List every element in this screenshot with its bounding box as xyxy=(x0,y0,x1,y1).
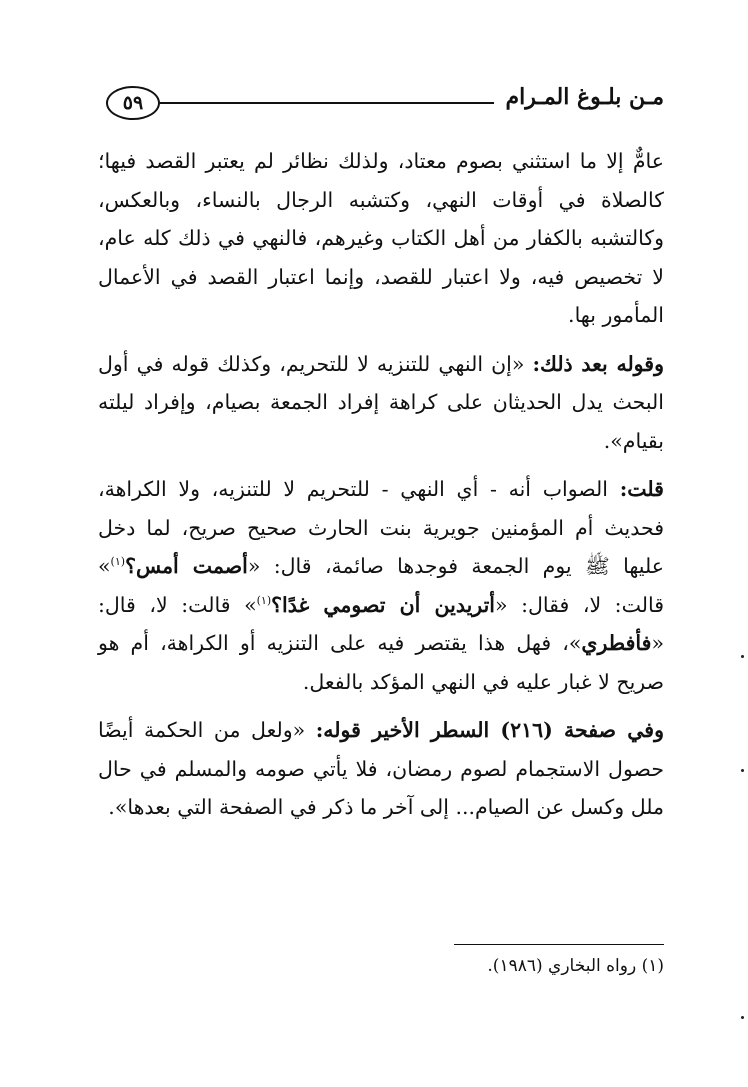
hadith-quote: أتريدين أن تصومي غدًا؟ xyxy=(271,592,496,617)
paragraph-lead: وفي صفحة (٢١٦) السطر الأخير قوله: xyxy=(315,718,664,742)
page-header xyxy=(98,84,664,128)
footnote: (١) رواه البخاري (١٩٨٦). xyxy=(487,956,664,976)
paragraph-4 xyxy=(98,711,664,827)
body-text xyxy=(98,142,664,837)
margin-speck xyxy=(741,655,744,658)
paragraph-text: » قالت: لا، قال: « xyxy=(98,592,664,655)
header-rule xyxy=(160,102,494,104)
paragraph-2 xyxy=(98,345,664,461)
hadith-quote: فأفطري xyxy=(581,631,652,655)
paragraph-1 xyxy=(98,142,664,335)
paragraph-text: الصواب أنه - أي النهي - للتحريم لا للتنزيه، ولا الكراهة، فحديث أم المؤمنين جويرية بنت الحارث صحيح صريح، لما دخل عليها ﷺ يوم الجمعة فوجدها صائمة، قال: « xyxy=(98,477,664,578)
running-title: مـن بلـوغ المـرام xyxy=(505,84,664,110)
paragraph-text: عامٌّ إلا ما استثني بصوم معتاد، ولذلك نظائر لم يعتبر القصد فيها؛ كالصلاة في أوقات النهي، وكتشبه الرجال بالنساء، وبالعكس، وكالتشبه بالكفار من أهل الكتاب وغيرهم، فالنهي في ذلك كله عام، لا تخصيص فيه، ولا اعتبار للقصد، وإنما اعتبار القصد في الأعمال المأمور بها. xyxy=(98,149,664,327)
paragraph-text: »، فهل هذا يقتصر فيه على التنزيه أو الكراهة، أم هو صريح لا غبار عليه في النهي المؤكد بالفعل. xyxy=(98,631,664,694)
paragraph-text: » قالت: لا، فقال: « xyxy=(98,554,664,617)
paragraph-lead: قلت: xyxy=(619,477,664,501)
footnote-ref: (١) xyxy=(110,555,126,569)
hadith-quote: أصمت أمس؟ xyxy=(125,554,248,578)
footnote-ref: (١) xyxy=(256,593,272,607)
margin-speck xyxy=(741,769,744,772)
paragraph-text: «ولعل من الحكمة أيضًا حصول الاستجمام لصوم رمضان، فلا يأتي صومه والمسلم في حال ملل وكسل عن الصيام... إلى آخر ما ذكر في الصفحة التي بعدها». xyxy=(98,718,664,819)
page-number: ٥٩ xyxy=(106,86,160,120)
footnote-rule xyxy=(454,944,664,945)
paragraph-lead: وقوله بعد ذلك: xyxy=(532,351,664,376)
paragraph-text: «إن النهي للتنزيه لا للتحريم، وكذلك قوله في أول البحث يدل الحديثان على كراهة إفراد الجمعة بصيام، وإفراد ليلته بقيام». xyxy=(98,351,664,453)
margin-speck xyxy=(741,1016,744,1019)
paragraph-3 xyxy=(98,470,664,701)
